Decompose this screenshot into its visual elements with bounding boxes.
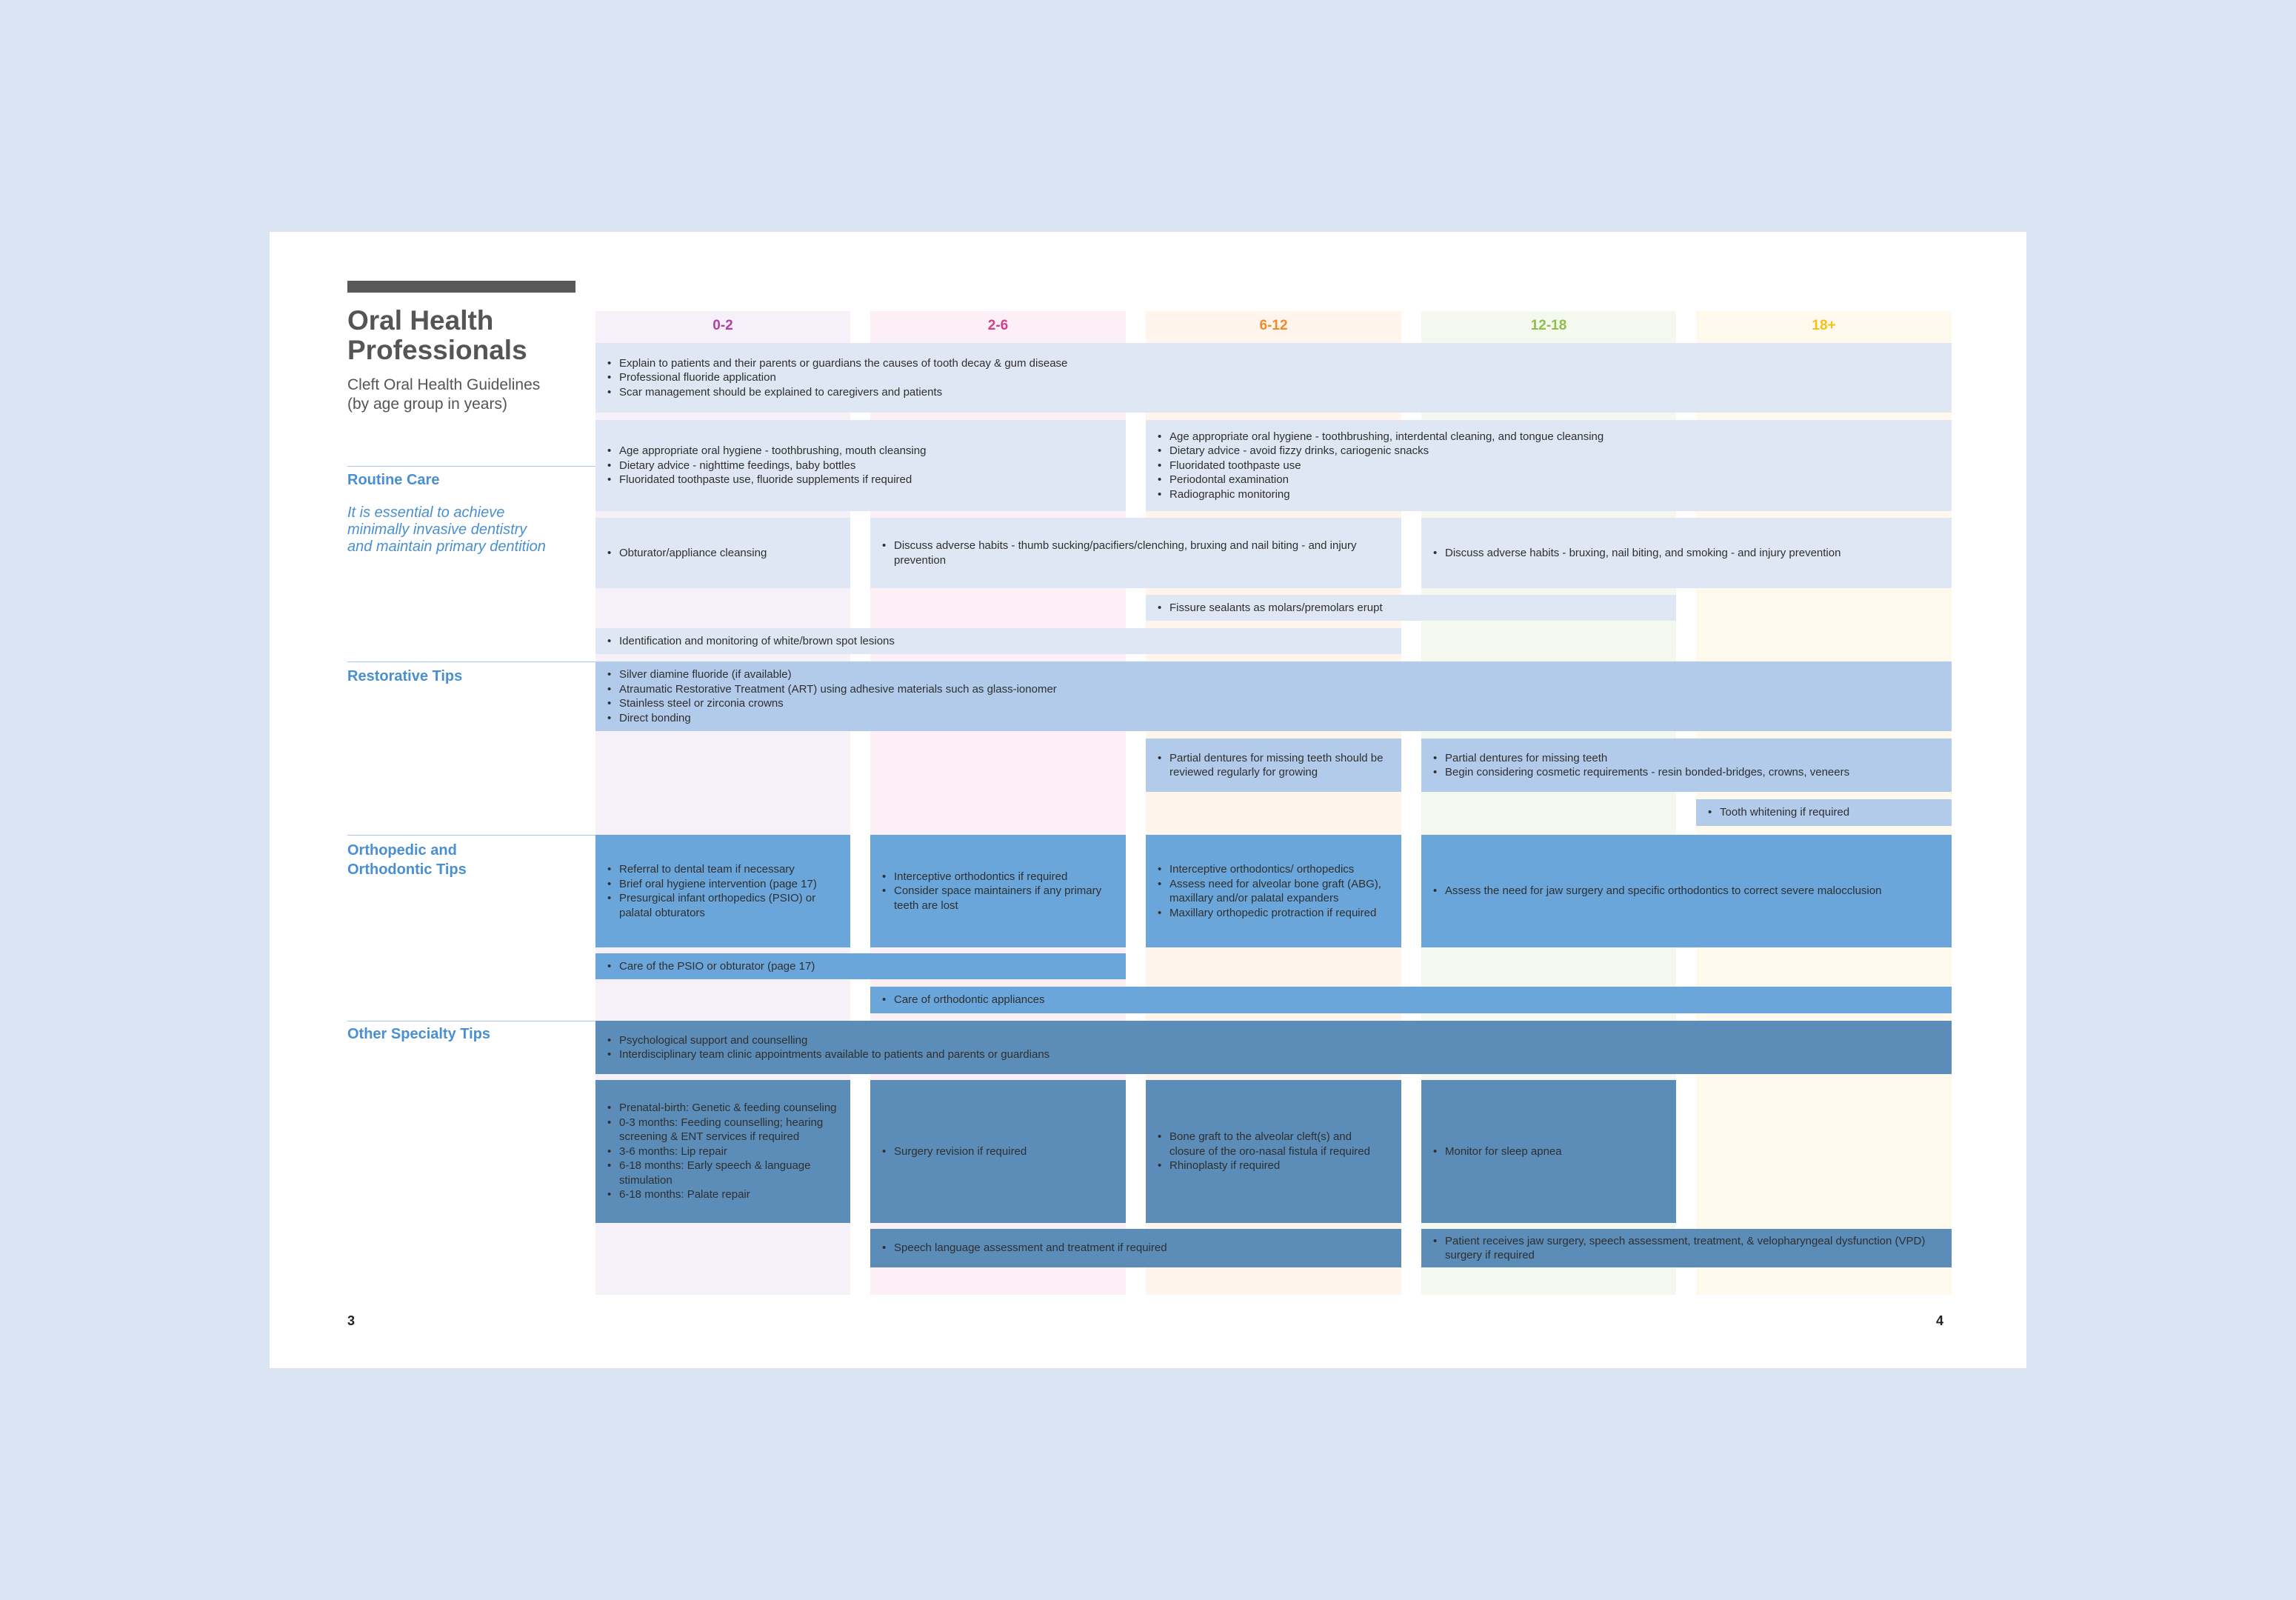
- bullet-item: • Dietary advice - nighttime feedings, baby bottles: [607, 459, 1114, 473]
- bullet-item: • Surgery revision if required: [882, 1144, 1114, 1159]
- bullet-item: • Explain to patients and their parents or guardians the causes of tooth decay & gum disease: [607, 356, 1940, 371]
- box-restorative-dentures-child: [1146, 739, 1401, 792]
- bullet-item: • Fissure sealants as molars/premolars erupt: [1158, 601, 1664, 616]
- section-note-routine: It is essential to achieve minimally invasive dentistry and maintain primary dentition: [347, 504, 546, 555]
- bullet-list: [607, 356, 1940, 400]
- box-ortho-appliances-care: [870, 987, 1952, 1013]
- bullet-item: • Tooth whitening if required: [1708, 805, 1940, 820]
- bullet-list: [882, 870, 1114, 913]
- box-routine-general: [595, 343, 1952, 413]
- divider-restorative: [347, 661, 595, 662]
- bullet-list: [607, 667, 1940, 725]
- bullet-item: • Periodontal examination: [1158, 473, 1940, 487]
- section-label-ortho-line1: Orthopedic and: [347, 842, 457, 859]
- bullet-list: [607, 862, 838, 920]
- bullet-list: [607, 1033, 1940, 1062]
- bullet-item: • Consider space maintainers if any primary teeth are lost: [882, 884, 1114, 913]
- bullet-item: • Maxillary orthopedic protraction if required: [1158, 906, 1389, 921]
- bullet-item: • Assess the need for jaw surgery and specific orthodontics to correct severe malocclusion: [1433, 884, 1940, 899]
- page-title: [347, 306, 570, 365]
- bullet-list: [1158, 1130, 1389, 1173]
- title-accent-bar: [347, 281, 575, 293]
- bullet-list: [1158, 430, 1940, 502]
- bullet-item: • Interceptive orthodontics if required: [882, 870, 1114, 884]
- bullet-item: • Assess need for alveolar bone graft (ABG), maxillary and/or palatal expanders: [1158, 877, 1389, 906]
- bullet-item: • Rhinoplasty if required: [1158, 1159, 1389, 1173]
- bullet-item: • Brief oral hygiene intervention (page 17): [607, 877, 838, 892]
- bullet-item: • Monitor for sleep apnea: [1433, 1144, 1664, 1159]
- bullet-item: • Fluoridated toothpaste use, fluoride supplements if required: [607, 473, 1114, 487]
- section-label-ortho: [347, 841, 584, 879]
- bullet-item: • 6-18 months: Palate repair: [607, 1187, 838, 1202]
- bullet-list: [1433, 884, 1940, 899]
- bullet-list: [1158, 601, 1664, 616]
- bullet-item: • Bone graft to the alveolar cleft(s) and closure of the oro-nasal fistula if required: [1158, 1130, 1389, 1159]
- bullet-item: • Atraumatic Restorative Treatment (ART) using adhesive materials such as glass-ionomer: [607, 682, 1940, 697]
- guidelines-page: [270, 232, 2026, 1368]
- bullet-list: [607, 444, 1114, 487]
- box-ortho-jaw-surgery: [1421, 835, 1952, 947]
- bullet-item: • Silver diamine fluoride (if available): [607, 667, 1940, 682]
- bullet-list: [882, 1241, 1389, 1256]
- bullet-item: • Interdisciplinary team clinic appointments available to patients and parents or guardians: [607, 1047, 1940, 1062]
- box-restorative-dentures-older: [1421, 739, 1952, 792]
- section-label-ortho-line2: Orthodontic Tips: [347, 861, 467, 878]
- age-header-0-2: 0-2: [713, 318, 733, 333]
- age-header-18-plus: 18+: [1812, 318, 1836, 333]
- box-routine-fissure-sealants: [1146, 595, 1676, 621]
- box-routine-habits-older: [1421, 518, 1952, 588]
- bullet-item: • Age appropriate oral hygiene - toothbrushing, interdental cleaning, and tongue cleansing: [1158, 430, 1940, 444]
- bullet-item: • Partial dentures for missing teeth: [1433, 751, 1940, 766]
- page-subtitle-line2: (by age group in years): [347, 396, 507, 413]
- box-ortho-6-12: [1146, 835, 1401, 947]
- section-label-restorative: Restorative Tips: [347, 668, 463, 684]
- section-label-other: Other Specialty Tips: [347, 1026, 491, 1042]
- bullet-list: [607, 959, 1114, 974]
- age-header-12-18: 12-18: [1530, 318, 1567, 333]
- bullet-item: • 0-3 months: Feeding counselling; hearing screening & ENT services if required: [607, 1116, 838, 1144]
- box-other-bone-graft: [1146, 1080, 1401, 1223]
- bullet-list: [607, 1101, 838, 1202]
- bullet-list: [607, 546, 838, 561]
- page-subtitle: [347, 376, 577, 414]
- bullet-list: [1433, 546, 1940, 561]
- bullet-item: • Identification and monitoring of white/brown spot lesions: [607, 634, 1389, 649]
- bullet-item: • Dietary advice - avoid fizzy drinks, cariogenic snacks: [1158, 444, 1940, 459]
- bullet-list: [1433, 1234, 1940, 1263]
- bullet-list: [1708, 805, 1940, 820]
- page-title-line2: Professionals: [347, 335, 527, 365]
- bullet-item: • Stainless steel or zirconia crowns: [607, 696, 1940, 711]
- box-routine-spot-lesions: [595, 628, 1401, 654]
- bullet-item: • Partial dentures for missing teeth should be reviewed regularly for growing: [1158, 751, 1389, 780]
- bullet-item: • Fluoridated toothpaste use: [1158, 459, 1940, 473]
- box-ortho-infant: [595, 835, 850, 947]
- box-restorative-whitening: [1696, 799, 1952, 826]
- bullet-item: • Scar management should be explained to caregivers and patients: [607, 385, 1940, 400]
- bullet-item: • Care of the PSIO or obturator (page 17): [607, 959, 1114, 974]
- divider-ortho: [347, 835, 595, 836]
- box-routine-hygiene-young: [595, 420, 1126, 511]
- bullet-item: • 3-6 months: Lip repair: [607, 1144, 838, 1159]
- box-other-sleep-apnea: [1421, 1080, 1676, 1223]
- box-other-infant: [595, 1080, 850, 1223]
- page-subtitle-line1: Cleft Oral Health Guidelines: [347, 376, 541, 393]
- divider-routine: [347, 466, 595, 467]
- bullet-list: [1433, 1144, 1664, 1159]
- bullet-item: • Referral to dental team if necessary: [607, 862, 838, 877]
- bullet-item: • Professional fluoride application: [607, 370, 1940, 385]
- box-ortho-psio-care: [595, 953, 1126, 979]
- bullet-item: • Care of orthodontic appliances: [882, 993, 1940, 1007]
- page-number-left: 3: [347, 1313, 356, 1328]
- bullet-list: [1158, 751, 1389, 780]
- bullet-item: • Obturator/appliance cleansing: [607, 546, 838, 561]
- page-title-line1: Oral Health: [347, 305, 494, 336]
- box-other-surgery-revision: [870, 1080, 1126, 1223]
- page-number-right: 4: [1936, 1313, 1944, 1328]
- bullet-item: • Begin considering cosmetic requirements - resin bonded-bridges, crowns, veneers: [1433, 765, 1940, 780]
- age-header-6-12: 6-12: [1259, 318, 1288, 333]
- bullet-item: • Radiographic monitoring: [1158, 487, 1940, 502]
- box-routine-obturator: [595, 518, 850, 588]
- bullet-list: [882, 993, 1940, 1007]
- bullet-list: [1433, 751, 1940, 780]
- bullet-item: • Speech language assessment and treatment if required: [882, 1241, 1389, 1256]
- bullet-list: [1158, 862, 1389, 920]
- box-other-speech: [870, 1229, 1401, 1267]
- bullet-list: [607, 634, 1389, 649]
- bullet-item: • Interceptive orthodontics/ orthopedics: [1158, 862, 1389, 877]
- box-routine-habits-child: [870, 518, 1401, 588]
- bullet-item: • Prenatal-birth: Genetic & feeding counseling: [607, 1101, 838, 1116]
- bullet-item: • Discuss adverse habits - thumb sucking/pacifiers/clenching, bruxing and nail biting - and injury prevention: [882, 539, 1389, 567]
- bullet-item: • 6-18 months: Early speech & language stimulation: [607, 1159, 838, 1187]
- bullet-item: • Psychological support and counselling: [607, 1033, 1940, 1048]
- box-routine-hygiene-older: [1146, 420, 1952, 511]
- bullet-item: • Patient receives jaw surgery, speech assessment, treatment, & velopharyngeal dysfunction (VPD) surgery if required: [1433, 1234, 1940, 1263]
- section-label-routine: Routine Care: [347, 472, 440, 488]
- box-ortho-child: [870, 835, 1126, 947]
- bullet-list: [882, 1144, 1114, 1159]
- bullet-item: • Direct bonding: [607, 711, 1940, 726]
- age-header-2-6: 2-6: [987, 318, 1009, 333]
- bullet-item: • Age appropriate oral hygiene - toothbrushing, mouth cleansing: [607, 444, 1114, 459]
- bullet-list: [882, 539, 1389, 567]
- box-restorative-general: [595, 661, 1952, 731]
- bullet-item: • Presurgical infant orthopedics (PSIO) or palatal obturators: [607, 891, 838, 920]
- box-other-jaw-surgery-vpd: [1421, 1229, 1952, 1267]
- bullet-item: • Discuss adverse habits - bruxing, nail biting, and smoking - and injury prevention: [1433, 546, 1940, 561]
- box-other-general: [595, 1021, 1952, 1074]
